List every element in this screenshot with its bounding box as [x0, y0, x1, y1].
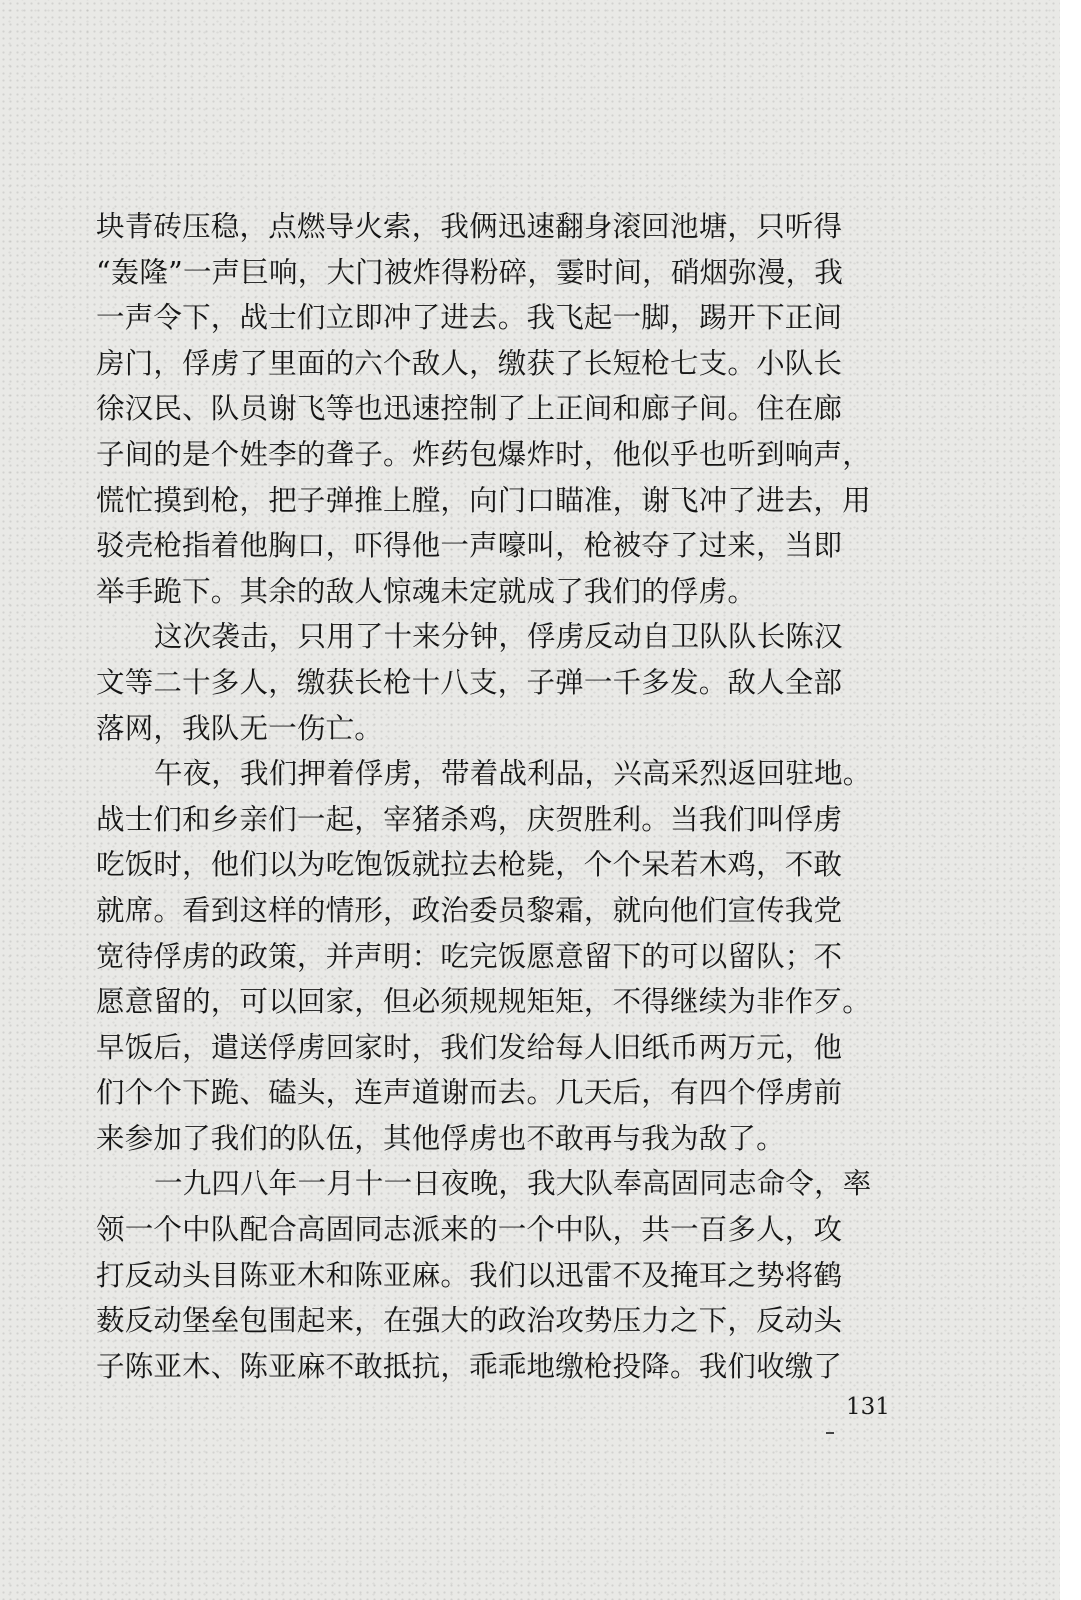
- scan-margin: [1060, 0, 1081, 1600]
- text-line: 文等二十多人，缴获长枪十八支，子弹一千多发。敌人全部: [96, 665, 843, 699]
- text-line: 打反动头目陈亚木和陈亚麻。我们以迅雷不及掩耳之势将鹤: [96, 1258, 843, 1292]
- text-line: 慌忙摸到枪，把子弹推上膛，向门口瞄准，谢飞冲了进去，用: [96, 483, 871, 517]
- text-line: 吃饭时，他们以为吃饱饭就拉去枪毙，个个呆若木鸡，不敢: [96, 848, 843, 882]
- footer-mark: [826, 1432, 834, 1434]
- text-line: “轰隆”一声巨响，大门被炸得粉碎，霎时间，硝烟弥漫，我: [96, 255, 844, 289]
- text-line: 举手跪下。其余的敌人惊魂未定就成了我们的俘虏。: [96, 574, 757, 608]
- paragraph-start-line: 午夜，我们押着俘虏，带着战利品，兴高采烈返回驻地。: [154, 757, 872, 791]
- text-line: 落网，我队无一伤亡。: [96, 711, 384, 745]
- text-line: 薮反动堡垒包围起来，在强大的政治攻势压力之下，反动头: [96, 1304, 843, 1338]
- text-line: 来参加了我们的队伍，其他俘虏也不敢再与我为敌了。: [96, 1121, 785, 1155]
- text-line: 宽待俘虏的政策，并声明：吃完饭愿意留下的可以留队；不: [96, 939, 843, 973]
- text-line: 块青砖压稳，点燃导火索，我俩迅速翻身滚回池塘，只听得: [96, 210, 843, 243]
- text-line: 一声令下，战士们立即冲了进去。我飞起一脚，踢开下正间: [96, 301, 843, 335]
- text-line: 房门，俘虏了里面的六个敌人，缴获了长短枪七支。小队长: [96, 346, 843, 380]
- text-line: 子陈亚木、陈亚麻不敢抵抗，乖乖地缴枪投降。我们收缴了: [96, 1349, 843, 1383]
- text-line: 战士们和乡亲们一起，宰猪杀鸡，庆贺胜利。当我们叫俘虏: [96, 802, 843, 836]
- text-line: 们个个下跪、磕头，连声道谢而去。几天后，有四个俘虏前: [96, 1076, 843, 1110]
- paragraph-start-line: 一九四八年一月十一日夜晚，我大队奉高固同志命令，率: [154, 1167, 872, 1201]
- text-line: 子间的是个姓李的聋子。炸药包爆炸时，他似乎也听到响声，: [96, 437, 871, 471]
- body-text: [96, 204, 926, 1389]
- text-line: 领一个中队配合高固同志派来的一个中队，共一百多人，攻: [96, 1213, 843, 1247]
- paragraph-start-line: 这次袭击，只用了十来分钟，俘虏反动自卫队队长陈汉: [154, 620, 843, 654]
- text-line: 就席。看到这样的情形，政治委员黎霜，就向他们宣传我党: [96, 893, 843, 927]
- text-line: 驳壳枪指着他胸口，吓得他一声嚎叫，枪被夺了过来，当即: [96, 529, 843, 563]
- page-number: 131: [846, 1394, 890, 1420]
- text-line: 愿意留的，可以回家，但必须规规矩矩，不得继续为非作歹。: [96, 985, 871, 1019]
- text-line: 徐汉民、队员谢飞等也迅速控制了上正间和廊子间。住在廊: [96, 392, 843, 426]
- text-line: 早饭后，遣送俘虏回家时，我们发给每人旧纸币两万元，他: [96, 1030, 843, 1064]
